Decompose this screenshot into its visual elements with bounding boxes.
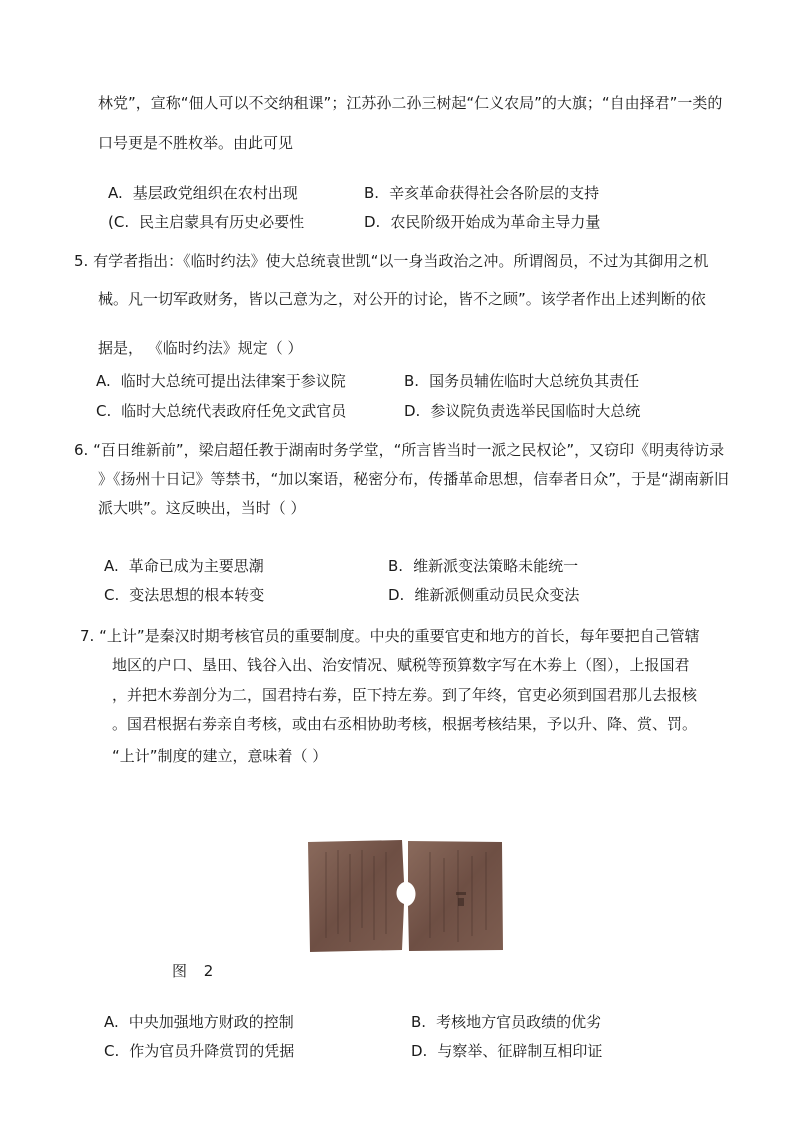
q5-option-a (96, 371, 346, 391)
q4-option-a (108, 183, 298, 203)
q6-option-b (388, 556, 578, 576)
q4-option-d (364, 212, 600, 232)
option-letter: D. (404, 402, 421, 420)
q4-text-line-2: 口号更是不胜枚举。由此可见 (98, 134, 294, 152)
option-letter: A. (104, 557, 119, 575)
q4-text-line-1: 林党”，宣称“佃人可以不交纳租课”；江苏孙二孙三树起“仁义农局”的大旗；“自由择君”一类的 (98, 94, 723, 112)
option-letter: C. (104, 1042, 120, 1060)
option-text: 民主启蒙具有历史必要性 (139, 213, 305, 231)
option-text: 维新派变法策略未能统一 (413, 557, 579, 575)
q6-option-c (104, 585, 264, 605)
option-text: 农民阶级开始成为革命主导力量 (390, 213, 601, 231)
option-text: 维新派侧重动员民众变法 (414, 586, 580, 604)
figure-caption: 图 2 (172, 962, 220, 980)
option-letter: A. (104, 1013, 119, 1031)
q6-text-line-3: 派大哄”。这反映出，当时（ ） (98, 499, 306, 517)
option-text: 变法思想的根本转变 (129, 586, 265, 604)
option-letter: C. (104, 586, 120, 604)
q7-text-line-3: ，并把木劵剖分为二，国君持右劵，臣下持左劵。到了年终，官吏必须到国君那儿去报核 (112, 686, 698, 704)
option-text: 基层政党组织在农村出现 (132, 184, 298, 202)
q5-text-line-1: 5. 有学者指出：《临时约法》使大总统袁世凯“以一身当政治之冲。所谓阁员，不过为其御用之机 (74, 252, 709, 270)
q4-option-b (364, 183, 599, 203)
q6-option-a (104, 556, 264, 576)
option-letter: B. (388, 557, 404, 575)
option-text: 与察举、征辟制互相印证 (437, 1042, 603, 1060)
q7-option-b (411, 1012, 601, 1032)
q7-text-line-4: 。国君根据右劵亲自考核，或由右丞相协助考核，根据考核结果，予以升、降、赏、罚。 (112, 715, 698, 733)
tally-left-half (308, 840, 404, 952)
q7-option-d (411, 1041, 602, 1061)
option-letter: D. (388, 586, 405, 604)
option-letter: (C. (108, 213, 130, 231)
option-text: 临时大总统代表政府任免文武官员 (121, 402, 347, 420)
option-text: 革命已成为主要思潮 (128, 557, 264, 575)
q7-text-line-2: 地区的户口、垦田、钱谷入出、治安情况、赋税等预算数字写在木劵上（图），上报国君 (112, 656, 690, 674)
option-text: 国务员辅佐临时大总统负其责任 (429, 372, 640, 390)
q5-option-d (404, 401, 640, 421)
q5-text-line-3: 据是， 《临时约法》规定（ ） (98, 339, 303, 357)
q7-text-line-5: “上计”制度的建立，意味着（ ） (112, 747, 328, 765)
wooden-tally-illustration (306, 838, 506, 954)
q5-option-b (404, 371, 639, 391)
option-text: 中央加强地方财政的控制 (128, 1013, 294, 1031)
tally-right-half (408, 841, 503, 951)
q6-text-line-1: 6. “百日维新前”，梁启超任教于湖南时务学堂，“所言皆当时一派之民权论”，又窃印《明夷待访录 (74, 441, 725, 459)
option-letter: B. (364, 184, 380, 202)
option-letter: A. (96, 372, 111, 390)
q7-text-line-1: 7. “上计”是秦汉时期考核官员的重要制度。中央的重要官吏和地方的首长，每年要把自己管辖 (80, 627, 700, 645)
option-letter: D. (411, 1042, 428, 1060)
option-text: 参议院负责选举民国临时大总统 (430, 402, 641, 420)
option-letter: C. (96, 402, 112, 420)
option-text: 考核地方官员政绩的优劣 (436, 1013, 602, 1031)
option-letter: B. (411, 1013, 427, 1031)
wooden-tally-image (306, 838, 506, 954)
q5-option-c (96, 401, 346, 421)
option-letter: B. (404, 372, 420, 390)
q7-option-a (104, 1012, 294, 1032)
q6-option-d (388, 585, 579, 605)
option-text: 临时大总统可提出法律案于参议院 (120, 372, 346, 390)
q6-text-line-2: 》《扬州十日记》等禁书，“加以案语，秘密分布，传播革命思想，信奉者日众”，于是“湖南新旧 (98, 470, 729, 488)
q4-option-c (108, 212, 304, 232)
option-text: 辛亥革命获得社会各阶层的支持 (389, 184, 600, 202)
option-letter: A. (108, 184, 123, 202)
option-letter: D. (364, 213, 381, 231)
q7-option-c (104, 1041, 294, 1061)
option-text: 作为官员升降赏罚的凭据 (129, 1042, 295, 1060)
q5-text-line-2: 械。凡一切军政财务，皆以己意为之，对公开的讨论，皆不之顾”。该学者作出上述判断的依 (98, 290, 706, 308)
